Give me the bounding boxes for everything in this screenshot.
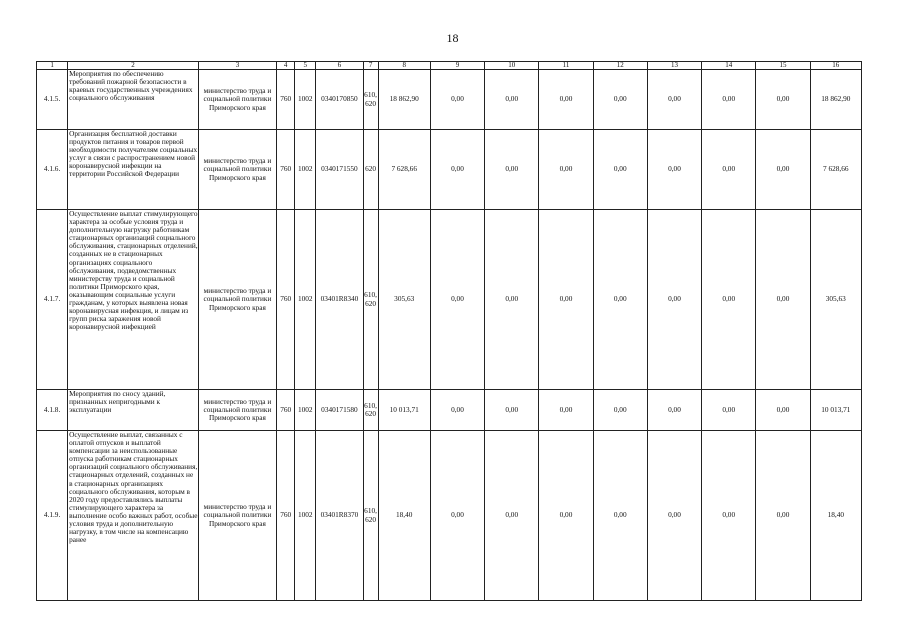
amount-total-cell: 10 013,71 [810,390,861,431]
expense-type-code: 620 [363,130,378,210]
grbs-code: 760 [277,210,295,390]
amount-cell: 0,00 [647,70,701,130]
amount-cell: 0,00 [593,210,647,390]
amount-total-cell: 18 862,90 [810,70,861,130]
amount-cell: 0,00 [485,390,539,431]
amount-cell: 7 628,66 [378,130,430,210]
column-number: 14 [702,62,756,70]
column-number: 16 [810,62,861,70]
amount-cell: 0,00 [647,130,701,210]
item-number: 4.1.5. [37,70,68,130]
activity-description: Осуществление выплат стимулирующего характера за особые условия труда и дополнительную нагрузку работникам стационарных организаций социального обслуживания, стационарных отделений, созданных не в стационарных организациях социального обслуживания, подведомственных министерству труда и социальной политики Приморского края, оказывающим социальные услуги гражданам, у которых выявлена новая коронавирусная инфекция, и лицам из групп риска заражения новой коронавирусной инфекцией [68,210,199,390]
grbs-code: 760 [277,130,295,210]
amount-cell: 0,00 [430,70,484,130]
amount-cell: 0,00 [702,210,756,390]
grbs-code: 760 [277,390,295,431]
amount-cell: 18 862,90 [378,70,430,130]
target-article-code: 03401R8340 [316,210,363,390]
column-number: 4 [277,62,295,70]
amount-cell: 0,00 [756,431,810,601]
item-number: 4.1.9. [37,431,68,601]
expense-type-code: 610, 620 [363,210,378,390]
amount-cell: 0,00 [702,431,756,601]
column-number: 10 [485,62,539,70]
table-row [37,210,862,390]
amount-cell: 0,00 [593,130,647,210]
target-article-code: 0340170850 [316,70,363,130]
section-code: 1002 [295,390,316,431]
amount-cell: 0,00 [647,390,701,431]
activity-description: Мероприятия по обеспечению требований пожарной безопасности в краевых государственных учреждениях социального обслуживания [68,70,199,130]
amount-cell: 0,00 [702,70,756,130]
responsible-executor: министерство труда и социальной политики Приморского края [198,70,276,130]
amount-cell: 305,63 [378,210,430,390]
activity-description: Организация бесплатной доставки продуктов питания и товаров первой необходимости получателям социальных услуг в связи с распространением новой коронавирусной инфекции на территории Российской Федерации [68,130,199,210]
amount-cell: 0,00 [593,390,647,431]
responsible-executor: министерство труда и социальной политики Приморского края [198,431,276,601]
column-number: 11 [539,62,593,70]
amount-cell: 0,00 [756,130,810,210]
responsible-executor: министерство труда и социальной политики Приморского края [198,210,276,390]
program-financing-table [36,61,862,601]
table-row [37,390,862,431]
amount-cell: 0,00 [539,130,593,210]
amount-cell: 0,00 [539,390,593,431]
grbs-code: 760 [277,70,295,130]
column-number: 2 [68,62,199,70]
amount-cell: 0,00 [702,130,756,210]
column-number: 6 [316,62,363,70]
amount-cell: 0,00 [485,130,539,210]
table-row [37,431,862,601]
amount-cell: 0,00 [485,431,539,601]
amount-cell: 0,00 [593,431,647,601]
page-number: 18 [446,31,459,45]
column-number: 12 [593,62,647,70]
section-code: 1002 [295,130,316,210]
expense-type-code: 610, 620 [363,70,378,130]
column-numbers-row [37,62,862,70]
amount-cell: 0,00 [756,390,810,431]
column-number: 15 [756,62,810,70]
amount-total-cell: 7 628,66 [810,130,861,210]
amount-cell: 0,00 [756,210,810,390]
amount-cell: 0,00 [430,210,484,390]
column-number: 8 [378,62,430,70]
amount-cell: 0,00 [539,210,593,390]
responsible-executor: министерство труда и социальной политики Приморского края [198,130,276,210]
amount-cell: 0,00 [756,70,810,130]
amount-total-cell: 18,40 [810,431,861,601]
amount-cell: 0,00 [647,210,701,390]
column-number: 3 [198,62,276,70]
amount-cell: 0,00 [539,70,593,130]
expense-type-code: 610, 620 [363,431,378,601]
responsible-executor: министерство труда и социальной политики Приморского края [198,390,276,431]
amount-cell: 0,00 [485,210,539,390]
activity-description: Мероприятия по сносу зданий, признанных непригодными к эксплуатации [68,390,199,431]
item-number: 4.1.6. [37,130,68,210]
column-number: 9 [430,62,484,70]
amount-cell: 18,40 [378,431,430,601]
item-number: 4.1.8. [37,390,68,431]
amount-cell: 0,00 [485,70,539,130]
table-row [37,70,862,130]
column-number: 1 [37,62,68,70]
activity-description: Осуществление выплат, связанных с оплатой отпусков и выплатой компенсации за неиспользованные отпуска работникам стационарных организаций социального обслуживания, стационарных отделений, созданных не в стационарных организациях социального обслуживания, которым в 2020 году предоставлялись выплаты стимулирующего характера за выполнение особо важных работ, особые условия труда и дополнительную нагрузку, в том числе на компенсацию ранее [68,431,199,601]
column-number: 5 [295,62,316,70]
amount-cell: 0,00 [430,431,484,601]
section-code: 1002 [295,431,316,601]
amount-cell: 0,00 [593,70,647,130]
section-code: 1002 [295,70,316,130]
target-article-code: 03401R8370 [316,431,363,601]
grbs-code: 760 [277,431,295,601]
amount-cell: 0,00 [430,390,484,431]
target-article-code: 0340171550 [316,130,363,210]
amount-cell: 0,00 [539,431,593,601]
amount-cell: 0,00 [702,390,756,431]
section-code: 1002 [295,210,316,390]
amount-cell: 10 013,71 [378,390,430,431]
column-number: 13 [647,62,701,70]
item-number: 4.1.7. [37,210,68,390]
amount-cell: 0,00 [430,130,484,210]
target-article-code: 0340171580 [316,390,363,431]
column-number: 7 [363,62,378,70]
expense-type-code: 610, 620 [363,390,378,431]
amount-total-cell: 305,63 [810,210,861,390]
table-row [37,130,862,210]
amount-cell: 0,00 [647,431,701,601]
